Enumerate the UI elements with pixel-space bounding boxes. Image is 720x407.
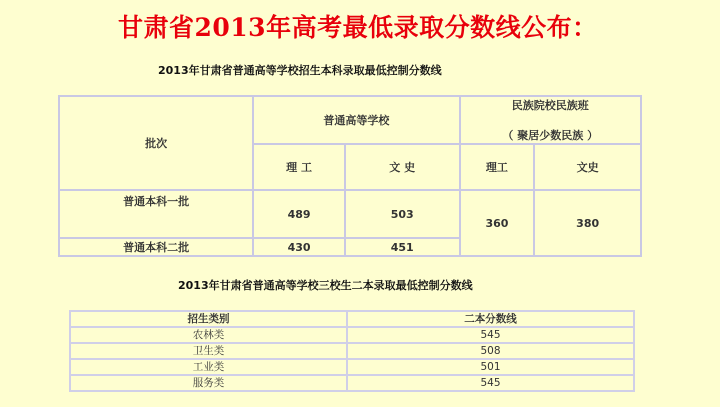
category-cell: 工业类 [70,359,347,375]
table-row [59,190,641,238]
ethnic-science-header: 理工 [460,144,535,190]
table-row [70,375,634,391]
category-header: 招生类别 [70,311,347,327]
batch-cell: 普通本科二批 [59,238,253,256]
ethnic-arts-score-cell: 380 [534,190,641,256]
science-score-cell: 430 [253,238,345,256]
table-row [70,343,634,359]
score-header: 二本分数线 [347,311,634,327]
table2-title: 2013年甘肃省普通高等学校三校生二本录取最低控制分数线 [178,279,473,292]
score-cell: 545 [347,375,634,391]
ethnic-header-line1: 民族院校民族班 [511,99,589,112]
vocational-score-table [69,310,635,392]
science-score-cell: 489 [253,190,345,238]
table-row [70,359,634,375]
ethnic-arts-header: 文史 [534,144,641,190]
table1-title: 2013年甘肃省普通高等学校招生本科录取最低控制分数线 [158,64,442,77]
category-cell: 服务类 [70,375,347,391]
score-cell: 508 [347,343,634,359]
arts-score-cell: 503 [345,190,460,238]
undergrad-score-table [58,95,642,257]
ethnic-science-score-cell: 360 [460,190,535,256]
regular-arts-header: 文 史 [345,144,460,190]
arts-score-cell: 451 [345,238,460,256]
page-headline: 甘肃省2013年高考最低录取分数线公布： [118,13,598,42]
table-row [70,327,634,343]
batch-header: 批次 [59,96,253,190]
ethnic-header-line2: （ 聚居少数民族 ） [502,129,599,142]
score-cell: 545 [347,327,634,343]
category-cell: 农林类 [70,327,347,343]
score-cell: 501 [347,359,634,375]
category-cell: 卫生类 [70,343,347,359]
ethnic-school-header [460,96,641,144]
regular-science-header: 理 工 [253,144,345,190]
batch-cell: 普通本科一批 [59,190,253,238]
regular-school-header: 普通高等学校 [253,96,459,144]
